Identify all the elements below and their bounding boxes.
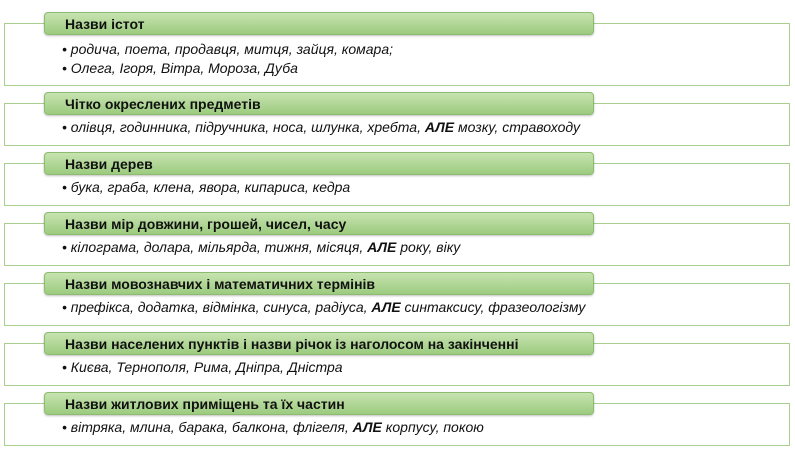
group-items — [62, 178, 350, 197]
item-text: мозку, стравоходу — [454, 119, 580, 135]
group — [0, 152, 795, 206]
list-item — [62, 418, 484, 437]
item-text: • олівця, годинника, підручника, носа, шлунка, хребта, — [62, 119, 425, 135]
group-header: Назви істот — [44, 12, 594, 35]
item-text: • Києва, Тернополя, Рима, Дніпра, Дністра — [62, 359, 343, 375]
item-text: • кілограма, долара, мільярда, тижня, місяця, — [62, 239, 368, 255]
group — [0, 92, 795, 146]
group-items — [62, 238, 460, 257]
item-text: • вітряка, млина, барака, балкона, флігеля, — [62, 419, 353, 435]
list-item — [62, 40, 393, 59]
item-text: корпусу, покою — [381, 419, 484, 435]
exception-marker: АЛЕ — [424, 119, 455, 135]
group — [0, 212, 795, 266]
list-item — [62, 118, 580, 137]
group-items — [62, 40, 393, 78]
exception-marker: АЛЕ — [367, 239, 397, 255]
group-header: Назви житлових приміщень та їх частин — [44, 392, 594, 415]
group-header: Назви мовознавчих і математичних термінів — [44, 272, 594, 295]
group — [0, 272, 795, 326]
item-text: • Олега, Ігоря, Вітра, Мороза, Дуба — [62, 60, 298, 76]
exception-marker: АЛЕ — [371, 299, 401, 315]
group — [0, 12, 795, 86]
list-item — [62, 238, 460, 257]
item-text: року, віку — [396, 239, 461, 255]
group-items — [62, 298, 585, 317]
group-header: Назви мір довжини, грошей, чисел, часу — [44, 212, 594, 235]
list-item — [62, 178, 350, 197]
group-header: Назви дерев — [44, 152, 594, 175]
group-items — [62, 118, 580, 137]
list-item — [62, 59, 393, 78]
item-text: • бука, граба, клена, явора, кипариса, кедра — [62, 179, 351, 195]
item-text: синтаксису, фразеологізму — [400, 299, 586, 315]
list-item — [62, 358, 343, 377]
exception-marker: АЛЕ — [352, 419, 382, 435]
group-header: Назви населених пунктів і назви річок із наголосом на закінченні — [44, 332, 594, 355]
group-items — [62, 418, 484, 437]
group — [0, 332, 795, 386]
list-item — [62, 298, 585, 317]
group-items — [62, 358, 343, 377]
group — [0, 392, 795, 446]
group-header: Чітко окреслених предметів — [44, 92, 594, 115]
item-text: • префікса, додатка, відмінка, синуса, радіуса, — [62, 299, 372, 315]
item-text: • родича, поета, продавця, митця, зайця, комара; — [62, 41, 393, 57]
